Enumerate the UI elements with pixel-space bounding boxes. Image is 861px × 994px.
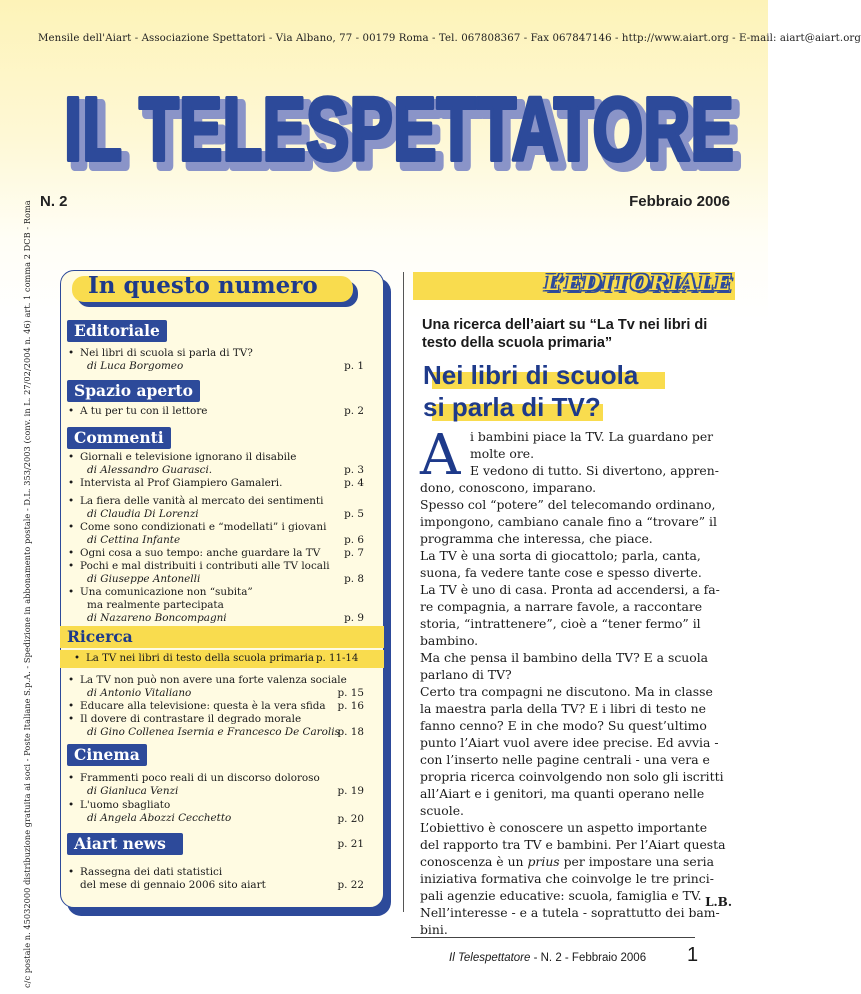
toc-entry[interactable] xyxy=(68,495,364,521)
issue-number: N. 2 xyxy=(40,193,68,210)
toc-entry-author: di Gianluca Venzi xyxy=(87,785,179,797)
footer-issue: - N. 2 - Febbraio 2006 xyxy=(530,952,647,964)
body-italic-word: prius xyxy=(527,854,560,869)
toc-entry-author: di Claudia Di Lorenzi xyxy=(87,508,199,520)
editorial-label: L’EDITORIALE xyxy=(544,270,732,295)
toc-entry-title: Ogni cosa a suo tempo: anche guardare la TV xyxy=(80,547,321,559)
bullet-icon: • xyxy=(68,674,75,686)
body-line: dono, conoscono, imparano. xyxy=(420,480,597,495)
toc-entry-author: di Nazareno Boncompagni xyxy=(87,612,227,624)
body-line-end: per impostare una seria xyxy=(563,854,715,869)
toc-entry[interactable] xyxy=(68,560,364,586)
body-line: molte ore. xyxy=(470,446,535,461)
bullet-icon: • xyxy=(68,347,75,359)
body-line: bini. xyxy=(420,922,448,937)
body-line: Ma che pensa il bambino della TV? E a scuola xyxy=(420,650,709,665)
bullet-icon: • xyxy=(74,653,81,664)
toc-entry-author: di Alessandro Guarasci. xyxy=(87,464,213,476)
contact-line: Mensile dell'Aiart - Associazione Spettatori - Via Albano, 77 - 00179 Roma - Tel. 067808367 - Fax 067847146 - http://www.aiart.org - E-mail: aiart@aiart.org xyxy=(38,33,861,44)
body-line: propria ricerca coinvolgendo non solo gli iscritti xyxy=(420,769,724,784)
toc-entry-title: Nei libri di scuola si parla di TV? xyxy=(80,347,253,359)
toc-section-spazio-aperto[interactable]: Spazio aperto xyxy=(67,380,200,402)
toc-entry-title: A tu per tu con il lettore xyxy=(80,405,208,417)
toc-section-page xyxy=(68,838,364,851)
body-line: La TV è uno di casa. Pronta ad accendersi, a fa- xyxy=(420,582,720,597)
toc-entry-author: di Giuseppe Antonelli xyxy=(87,573,201,585)
bullet-icon: • xyxy=(68,713,75,725)
body-line-start: conoscenza è un xyxy=(420,854,524,869)
body-line: del rapporto tra TV e bambini. Per l’Aiart questa xyxy=(420,837,726,852)
toc-entry-title: Intervista al Prof Giampiero Gamaleri. xyxy=(80,477,283,489)
body-line: i bambini piace la TV. La guardano per xyxy=(470,429,714,444)
body-line: Spesso col “potere” del telecomando ordinano, xyxy=(420,497,716,512)
toc-section-editoriale[interactable]: Editoriale xyxy=(67,320,167,342)
toc-section-commenti[interactable]: Commenti xyxy=(67,427,171,449)
bullet-icon: • xyxy=(68,799,75,811)
toc-entry-title: Educare alla televisione: questa è la vera sfida xyxy=(80,700,326,712)
toc-entry-author: di Gino Collenea Isernia e Francesco De Carolis xyxy=(87,726,340,738)
body-line: Certo tra compagni ne discutono. Ma in classe xyxy=(420,684,713,699)
body-line: scuole. xyxy=(420,803,464,818)
toc-entry-title: Il dovere di contrastare il degrado morale xyxy=(80,713,302,725)
toc-section-ricerca[interactable]: Ricerca xyxy=(67,627,133,646)
toc-entry-page: p. 16 xyxy=(337,700,364,712)
editorial-subheading: Una ricerca dell’aiart su “La Tv nei libri di testo della scuola primaria” xyxy=(422,317,708,351)
toc-entry[interactable] xyxy=(68,674,364,700)
toc-entry-title: La TV nei libri di testo della scuola primaria xyxy=(86,653,314,664)
toc-entry[interactable] xyxy=(68,521,364,547)
body-line: all’Aiart e i genitori, ma quanti operano nelle xyxy=(420,786,705,801)
toc-entry-page: p. 15 xyxy=(337,687,364,699)
toc-entry[interactable] xyxy=(68,451,364,477)
toc-entry[interactable] xyxy=(68,700,364,713)
toc-entry-title-cont: del mese di gennaio 2006 sito aiart xyxy=(80,879,266,891)
bullet-icon: • xyxy=(68,451,75,463)
toc-entry-page: p. 1 xyxy=(344,360,364,372)
masthead-title: IL TELESPETTATORE xyxy=(64,80,734,180)
toc-entry-title: Come sono condizionati e “modellati” i giovani xyxy=(80,521,327,533)
page-number: 1 xyxy=(687,944,699,966)
bullet-icon: • xyxy=(68,495,75,507)
toc-entry-title: La fiera delle vanità al mercato dei sentimenti xyxy=(80,495,324,507)
body-line: impongono, cambiano canale fino a “trovare” il xyxy=(420,514,717,529)
toc-entry[interactable] xyxy=(68,866,364,892)
body-line: bambino. xyxy=(420,633,479,648)
body-line: parlano di TV? xyxy=(420,667,512,682)
toc-entry[interactable] xyxy=(68,586,364,625)
bullet-icon: • xyxy=(68,521,75,533)
toc-title: In questo numero xyxy=(88,272,318,299)
editorial-headline xyxy=(423,359,743,423)
toc-entry-title: Pochi e mal distribuiti i contributi alle TV locali xyxy=(80,560,330,572)
bullet-icon: • xyxy=(68,547,75,559)
toc-entry-page: p. 22 xyxy=(337,879,364,891)
toc-entry[interactable] xyxy=(68,547,364,560)
issue-date: Febbraio 2006 xyxy=(629,193,730,210)
toc-entry-highlight[interactable] xyxy=(60,650,384,668)
toc-entry-page: p. 6 xyxy=(344,534,364,546)
toc-entry-author: di Angela Abozzi Cecchetto xyxy=(87,812,232,824)
toc-entry-page: p. 11-14 xyxy=(316,653,359,664)
masthead xyxy=(44,60,754,186)
body-line: programma che interessa, che piace. xyxy=(420,531,653,546)
toc-entry-page: p. 2 xyxy=(344,405,364,417)
toc-entry[interactable] xyxy=(68,799,364,825)
footer-rule xyxy=(411,937,695,938)
toc-entry-page: p. 8 xyxy=(344,573,364,585)
body-line: L’obiettivo è conoscere un aspetto importante xyxy=(420,820,708,835)
toc-entry-title: Una comunicazione non “subita” xyxy=(80,586,253,598)
toc-entry-title: Giornali e televisione ignorano il disabile xyxy=(80,451,297,463)
toc-section-cinema[interactable]: Cinema xyxy=(67,744,147,766)
toc-entry-page: p. 4 xyxy=(344,477,364,489)
footer-text xyxy=(449,952,646,964)
toc-section-page-number: p. 21 xyxy=(337,838,364,850)
toc-entry-page: p. 20 xyxy=(337,813,364,825)
toc-entry-title: Rassegna dei dati statistici xyxy=(80,866,223,878)
toc-entry-author: di Antonio Vitaliano xyxy=(87,687,192,699)
body-line: re compagnia, a narrare favole, a raccontare xyxy=(420,599,703,614)
postal-info-sidebar: c/c postale n. 45032000 distribuzione gratuita ai soci - Poste Italiane S.p.A. - Spedizione in abbonamento postale - D.L. 353/2003 (conv. in L. 27/02/2004 n. 46) art. 1 comma 2 DCB - Roma xyxy=(22,200,32,988)
bullet-icon: • xyxy=(68,477,75,489)
bullet-icon: • xyxy=(68,866,75,878)
body-line: suona, fa vedere tante cose e spesso diverte. xyxy=(420,565,702,580)
body-line: E vedono di tutto. Si divertono, appren- xyxy=(470,463,719,478)
toc-entry-author: di Cettina Infante xyxy=(87,534,181,546)
body-line: pali agenzie educative: scuola, famiglia e TV. xyxy=(420,888,702,903)
body-line: La TV è una sorta di giocattolo; parla, canta, xyxy=(420,548,701,563)
toc-entry[interactable] xyxy=(68,772,364,798)
toc-entry-title-cont: ma realmente partecipata xyxy=(87,599,224,611)
headline-line: si parla di TV? xyxy=(423,392,601,422)
body-line: Nell’interesse - e a tutela - soprattutto dei bam- xyxy=(420,905,720,920)
body-line xyxy=(420,853,714,870)
drop-cap: A xyxy=(420,423,461,488)
headline-line: Nei libri di scuola xyxy=(423,360,639,390)
editorial-signature: L.B. xyxy=(705,895,732,909)
body-line: fanno cenno? E in che modo? Su quest’ultimo xyxy=(420,718,707,733)
masthead-shadow: IL TELESPETTATORE xyxy=(70,86,740,186)
toc-entry-title: L'uomo sbagliato xyxy=(80,799,171,811)
body-line: punto l’Aiart vuol avere idee precise. Ed avvia - xyxy=(420,735,719,750)
bullet-icon: • xyxy=(68,772,75,784)
toc-section-aiart-news[interactable]: Aiart news xyxy=(67,833,183,855)
toc-entry[interactable] xyxy=(68,347,364,373)
toc-entry-page: p. 7 xyxy=(344,547,364,559)
footer-magazine: Il Telespettatore xyxy=(449,952,531,964)
toc-entry[interactable] xyxy=(68,477,364,490)
body-line: la maestra parla della TV? E i libri di testo ne xyxy=(420,701,706,716)
toc-entry-page: p. 3 xyxy=(344,464,364,476)
toc-entry[interactable] xyxy=(68,713,364,739)
toc-entry[interactable] xyxy=(68,405,364,418)
body-line: iniziativa formativa che coinvolge le tre princi- xyxy=(420,871,714,886)
bullet-icon: • xyxy=(68,586,75,598)
toc-entry-page: p. 19 xyxy=(337,785,364,797)
body-line: con l’inserto nelle pagine centrali - una vera e xyxy=(420,752,710,767)
toc-entry-page: p. 5 xyxy=(344,508,364,520)
toc-entry-author: di Luca Borgomeo xyxy=(87,360,184,372)
bullet-icon: • xyxy=(68,700,75,712)
bullet-icon: • xyxy=(68,405,75,417)
toc-entry-page: p. 9 xyxy=(344,612,364,624)
toc-entry-title: Frammenti poco reali di un discorso doloroso xyxy=(80,772,320,784)
column-divider xyxy=(403,272,404,912)
toc-entry-page: p. 18 xyxy=(337,726,364,738)
toc-entry-title: La TV non può non avere una forte valenza sociale xyxy=(80,674,347,686)
body-line: storia, “intrattenere”, cioè a “tener fermo” il xyxy=(420,616,701,631)
bullet-icon: • xyxy=(68,560,75,572)
